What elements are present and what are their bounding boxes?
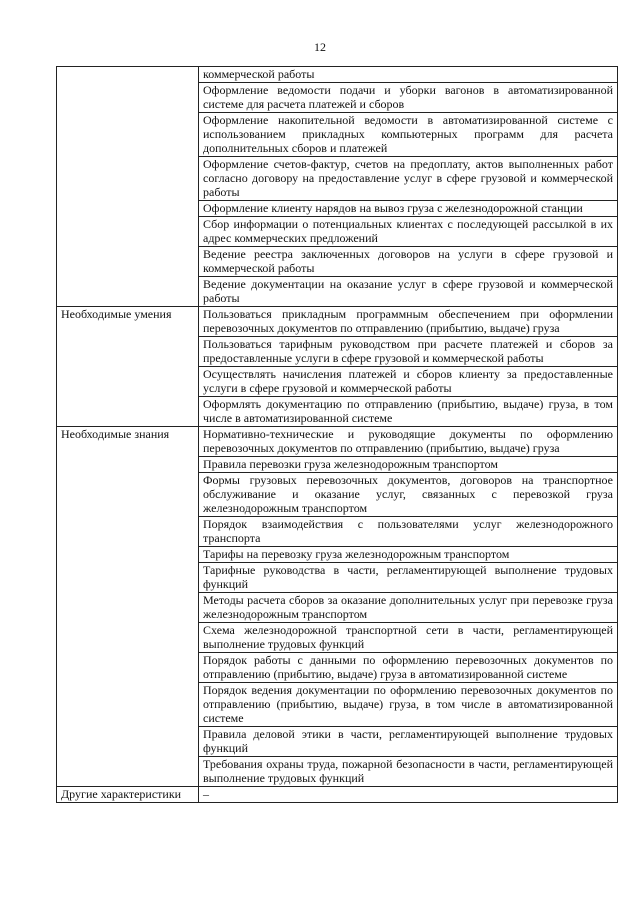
row-item-text: Пользоваться прикладным программным обеспечением при оформлении перевозочных документов по отправлению (прибытию, выдаче) груза: [199, 307, 618, 337]
table-row: [57, 67, 618, 83]
row-item-text: Формы грузовых перевозочных документов, договоров на транспортное обслуживание и оказание услуг, связанных с перевозкой груза железнодорожным транспортом: [199, 473, 618, 517]
row-item-text: коммерческой работы: [199, 67, 618, 83]
row-item-text: Оформление счетов-фактур, счетов на предоплату, актов выполненных работ согласно договору на предоставление услуг в сфере грузовой и коммерческой работы: [199, 157, 618, 201]
row-label: [57, 67, 199, 307]
row-item-text: Ведение документации на оказание услуг в сфере грузовой и коммерческой работы: [199, 277, 618, 307]
row-item-text: Оформлять документацию по отправлению (прибытию, выдаче) груза, в том числе в автоматизированной системе: [199, 397, 618, 427]
row-item-text: Оформление накопительной ведомости в автоматизированной системе с использованием прикладных компьютерных программ для расчета дополнительных сборов и платежей: [199, 113, 618, 157]
row-item-text: Тарифные руководства в части, регламентирующей выполнение трудовых функций: [199, 563, 618, 593]
row-item-text: Оформление клиенту нарядов на вывоз груза с железнодорожной станции: [199, 201, 618, 217]
row-item-text: Сбор информации о потенциальных клиентах с последующей рассылкой в их адрес коммерческих предложений: [199, 217, 618, 247]
row-item-text: –: [199, 787, 618, 803]
row-item-text: Пользоваться тарифным руководством при расчете платежей и сборов за предоставленные услуги в сфере грузовой и коммерческой работы: [199, 337, 618, 367]
page-number: 12: [314, 40, 326, 54]
row-label: Необходимые знания: [57, 427, 199, 787]
row-item-text: Методы расчета сборов за оказание дополнительных услуг при перевозке груза железнодорожным транспортом: [199, 593, 618, 623]
table-body: [57, 67, 618, 803]
table-row: [57, 307, 618, 337]
row-item-text: Правила перевозки груза железнодорожным транспортом: [199, 457, 618, 473]
row-item-text: Тарифы на перевозку груза железнодорожным транспортом: [199, 547, 618, 563]
table-row: [57, 787, 618, 803]
row-item-text: Осуществлять начисления платежей и сборов клиенту за предоставленные услуги в сфере грузовой и коммерческой работы: [199, 367, 618, 397]
row-item-text: Порядок взаимодействия с пользователями услуг железнодорожного транспорта: [199, 517, 618, 547]
row-item-text: Схема железнодорожной транспортной сети в части, регламентирующей выполнение трудовых функций: [199, 623, 618, 653]
row-item-text: Ведение реестра заключенных договоров на услуги в сфере грузовой и коммерческой работы: [199, 247, 618, 277]
row-label: Другие характеристики: [57, 787, 199, 803]
row-item-text: Правила деловой этики в части, регламентирующей выполнение трудовых функций: [199, 727, 618, 757]
row-item-text: Порядок ведения документации по оформлению перевозочных документов по отправлению (прибытию, выдаче) груза, в том числе в автоматизированной системе: [199, 683, 618, 727]
table-row: [57, 427, 618, 457]
row-item-text: Нормативно-технические и руководящие документы по оформлению перевозочных документов по отправлению (прибытию, выдаче) груза: [199, 427, 618, 457]
row-label: Необходимые умения: [57, 307, 199, 427]
row-item-text: Требования охраны труда, пожарной безопасности в части, регламентирующей выполнение трудовых функций: [199, 757, 618, 787]
job-requirements-table: [56, 66, 618, 803]
row-item-text: Оформление ведомости подачи и уборки вагонов в автоматизированной системе для расчета платежей и сборов: [199, 83, 618, 113]
row-item-text: Порядок работы с данными по оформлению перевозочных документов по отправлению (прибытию, выдаче) груза в автоматизированной системе: [199, 653, 618, 683]
